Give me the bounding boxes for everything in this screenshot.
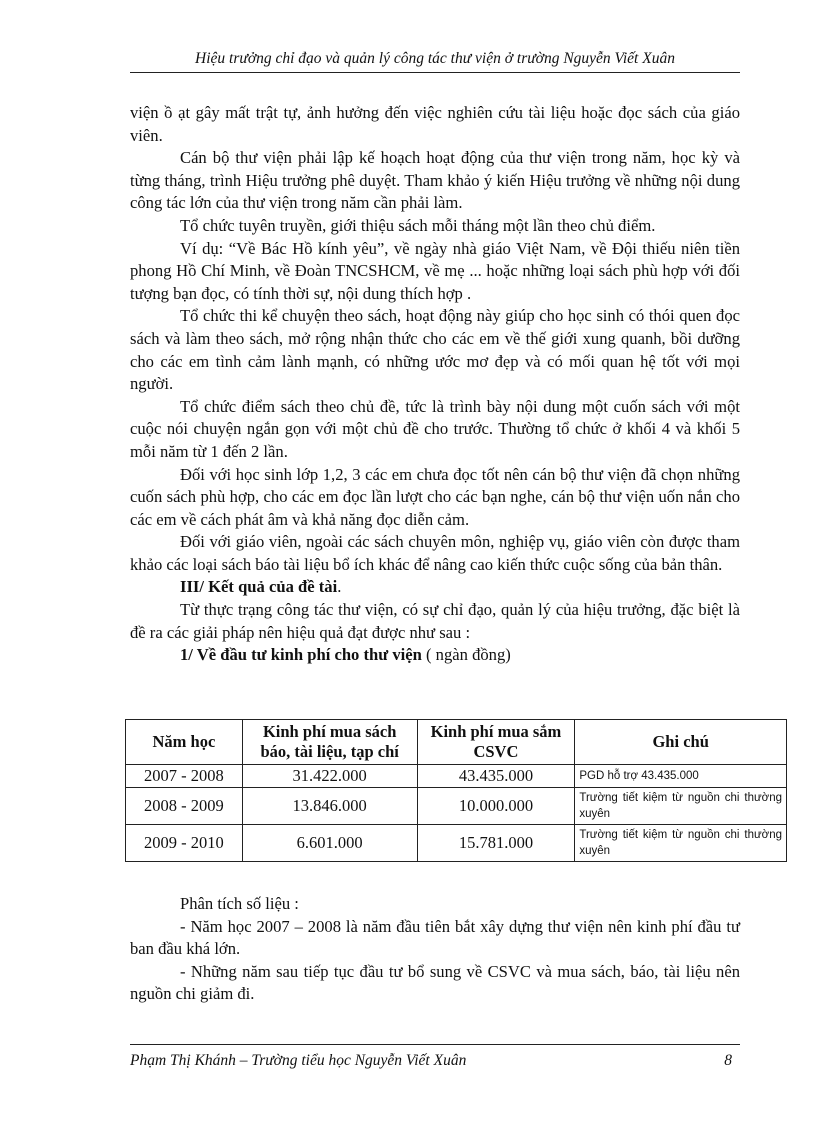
section-intro: Từ thực trạng công tác thư viện, có sự chỉ đạo, quản lý của hiệu trưởng, đặc biệt là đề ra các giải pháp nên hiệu quả đạt được như sau : (130, 600, 740, 642)
footer-author: Phạm Thị Khánh – Trường tiểu học Nguyễn Viết Xuân (130, 1052, 467, 1069)
cell-facility-budget: 15.781.000 (417, 825, 575, 862)
paragraph: Đối với giáo viên, ngoài các sách chuyên môn, nghiệp vụ, giáo viên còn được tham khảo các loại sách báo tài liệu bổ ích khác để nâng cao kiến thức cuộc sống của bản thân. (130, 532, 740, 574)
body-text (130, 102, 740, 667)
header-book-budget: Kinh phí mua sách báo, tài liệu, tạp chí (242, 720, 417, 765)
header-school-year: Năm học (126, 720, 243, 765)
table-row (126, 788, 787, 825)
running-footer (130, 1044, 740, 1070)
paragraph: viện ồ ạt gây mất trật tự, ảnh hưởng đến việc nghiên cứu tài liệu hoặc đọc sách của giáo viên. (130, 103, 740, 145)
paragraph: Tổ chức thi kể chuyện theo sách, hoạt động này giúp cho học sinh có thói quen đọc sách và làm theo sách, mở rộng nhận thức cho các em về thế giới xung quanh, bồi dưỡng cho các em tình cảm lành mạnh, có những ước mơ đẹp và có mối quan hệ tốt với mọi người. (130, 306, 740, 394)
subheading (130, 644, 740, 667)
table-row (126, 825, 787, 862)
analysis-item: - Những năm sau tiếp tục đầu tư bổ sung về CSVC và mua sách, báo, tài liệu nên nguồn chi giảm đi. (130, 961, 740, 1004)
header-note: Ghi chú (575, 720, 787, 765)
paragraph: Tổ chức điểm sách theo chủ đề, tức là trình bày nội dung một cuốn sách với một cuộc nói chuyện ngắn gọn với một chủ đề cho trước. Thường tổ chức ở khối 4 và khối 5 mỗi năm từ 1 đến 2 lần. (130, 396, 740, 461)
cell-note: Trường tiết kiệm từ nguồn chi thường xuyên (575, 825, 787, 862)
paragraph: Cán bộ thư viện phải lập kế hoạch hoạt động của thư viện trong năm, học kỳ và từng tháng, trình Hiệu trưởng phê duyệt. Tham khảo ý kiến Hiệu trưởng về những nội dung công tác lớn của thư viện trong năm cần phải làm. (130, 148, 740, 213)
page-number: 8 (724, 1052, 732, 1069)
subheading-unit: ( ngàn đồng) (421, 645, 511, 665)
running-header: Hiệu trưởng chỉ đạo và quản lý công tác thư viện ở trường Nguyễn Viết Xuân (130, 50, 740, 73)
cell-note: Trường tiết kiệm từ nguồn chi thường xuyên (575, 788, 787, 825)
analysis-title: Phân tích số liệu : (180, 894, 299, 913)
section-heading-text: III/ Kết quả của đề tài (180, 577, 338, 597)
cell-note: PGD hỗ trợ 43.435.000 (575, 765, 787, 788)
cell-book-budget: 6.601.000 (242, 825, 417, 862)
cell-year: 2008 - 2009 (126, 788, 243, 825)
paragraph: Ví dụ: “Về Bác Hồ kính yêu”, về ngày nhà giáo Việt Nam, về Đội thiếu niên tiền phong Hồ Chí Minh, về Đoàn TNCSHCM, về mẹ ... hoặc những loại sách phù hợp với đối tượng bạn đọc, có tính thời sự, nội dung thích hợp . (130, 238, 740, 303)
paragraph: Tổ chức tuyên truyền, giới thiệu sách mỗi tháng một lần theo chủ điểm. (180, 215, 656, 235)
section-heading-dot: . (337, 577, 342, 597)
cell-year: 2009 - 2010 (126, 825, 243, 862)
cell-book-budget: 13.846.000 (242, 788, 417, 825)
section-heading (130, 576, 740, 599)
budget-table (125, 719, 787, 862)
header-facility-budget: Kinh phí mua sắm CSVC (417, 720, 575, 765)
cell-book-budget: 31.422.000 (242, 765, 417, 788)
table-header-row (126, 720, 787, 765)
cell-year: 2007 - 2008 (126, 765, 243, 788)
cell-facility-budget: 43.435.000 (417, 765, 575, 788)
subheading-text: 1/ Về đầu tư kinh phí cho thư viện (180, 645, 422, 665)
cell-facility-budget: 10.000.000 (417, 788, 575, 825)
analysis-item: - Năm học 2007 – 2008 là năm đầu tiên bắt xây dựng thư viện nên kinh phí đầu tư ban đầu khá lớn. (130, 916, 740, 959)
analysis-section (130, 893, 740, 1006)
paragraph: Đối với học sinh lớp 1,2, 3 các em chưa đọc tốt nên cán bộ thư viện đã chọn những cuốn sách phù hợp, cho các em đọc lần lượt cho các bạn nghe, cán bộ thư viện uốn nắn cho các em về cách phát âm và khả năng đọc diễn cảm. (130, 464, 740, 529)
table-row (126, 765, 787, 788)
